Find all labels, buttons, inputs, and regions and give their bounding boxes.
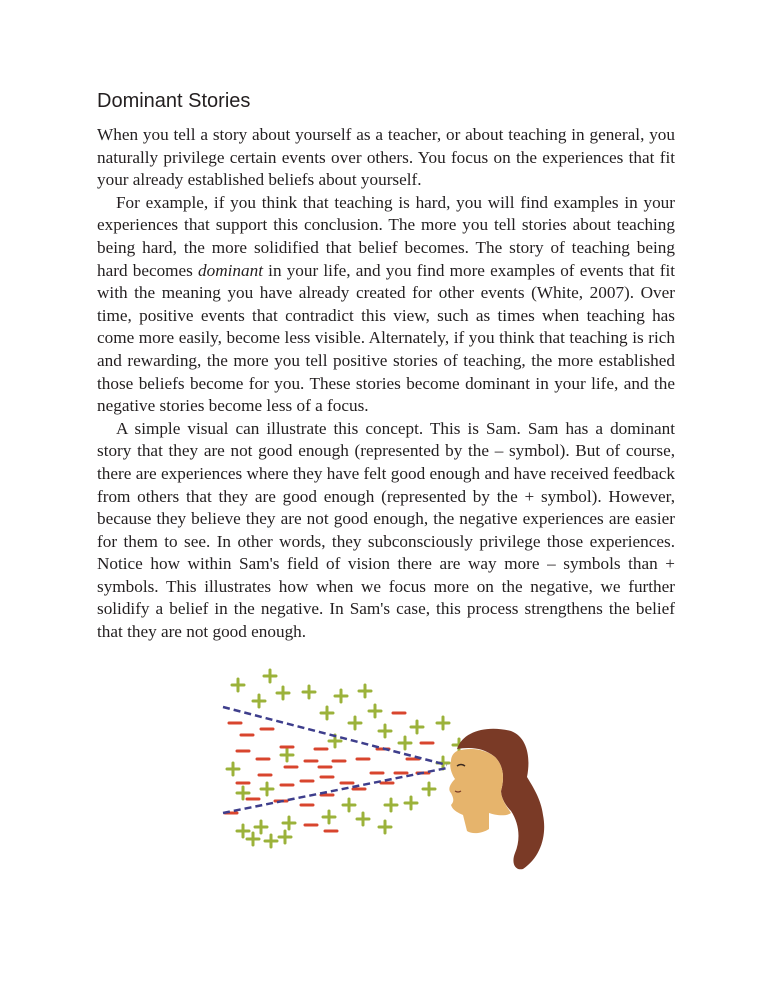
- lower-vision-line: [223, 768, 447, 813]
- body-text: [97, 124, 675, 644]
- plus-symbol: [303, 686, 315, 698]
- plus-symbol: [237, 787, 249, 799]
- plus-symbol: [379, 821, 391, 833]
- plus-symbol: [379, 725, 391, 737]
- plus-symbol: [437, 717, 449, 729]
- plus-symbol: [343, 799, 355, 811]
- sam-vision-illustration: [215, 665, 560, 875]
- plus-symbol: [283, 817, 295, 829]
- upper-vision-line: [223, 707, 447, 765]
- plus-symbol: [423, 783, 435, 795]
- plus-symbol: [277, 687, 289, 699]
- plus-symbol: [255, 821, 267, 833]
- paragraph-2-end: in your life, and you find more examples of events that fit with the meaning you have already created for other events (White, 2007). Over time, positive events that contradict this view, such as times when teaching has come more easily, become less visible. Alternately, if you think that teaching is rich and rewarding, the more you tell positive stories of teaching, the more established those beliefs become for you. These stories become dominant in your life, and the negative stories become less of a focus.: [97, 260, 676, 416]
- plus-symbol: [261, 783, 273, 795]
- plus-symbol: [399, 737, 411, 749]
- paragraph-2: [97, 192, 675, 418]
- plus-symbol: [411, 721, 423, 733]
- plus-symbol: [279, 831, 291, 843]
- emphasis-dominant: dominant: [198, 260, 263, 280]
- plus-symbol: [357, 813, 369, 825]
- paragraph-1: When you tell a story about yourself as a teacher, or about teaching in general, you naturally privilege certain events over others. You focus on the experiences that fit your already established beliefs about yourself.: [97, 125, 675, 190]
- plus-symbol: [349, 717, 361, 729]
- plus-symbol: [359, 685, 371, 697]
- sam-head: [449, 729, 544, 870]
- paragraph-2-start: For example, if you think that teaching is hard, you will find examples in your experiences that support this conclusion. The more you tell stories about teaching being hard, the more solidified that belief becomes. The story of teaching being hard becomes: [97, 192, 675, 280]
- plus-symbol: [264, 670, 276, 682]
- plus-symbol: [247, 833, 259, 845]
- paragraph-3: A simple visual can illustrate this concept. This is Sam. Sam has a dominant story that they are not good enough (represented by the – symbol). But of course, there are experiences where they have felt good enough and have received feedback from others that they are good enough (represented by the + symbol). However, because they believe they are not good enough, the negative experiences are easier for them to see. In other words, they subconsciously privilege those experiences. Notice how within Sam's field of vision there are way more – symbols than + symbols. This illustrates how when we focus more on the negative, we further solidify a belief in the negative. In Sam's case, this process strengthens the belief that they are not good enough.: [97, 418, 675, 642]
- plus-symbol: [369, 705, 381, 717]
- plus-symbol: [265, 835, 277, 847]
- plus-symbol: [237, 825, 249, 837]
- plus-symbol: [405, 797, 417, 809]
- plus-symbol: [323, 811, 335, 823]
- plus-symbol: [335, 690, 347, 702]
- plus-symbol: [227, 763, 239, 775]
- plus-symbol: [253, 695, 265, 707]
- section-heading: Dominant Stories: [97, 90, 251, 112]
- plus-symbol: [281, 749, 293, 761]
- plus-symbol: [385, 799, 397, 811]
- plus-symbol: [321, 707, 333, 719]
- plus-symbol: [232, 679, 244, 691]
